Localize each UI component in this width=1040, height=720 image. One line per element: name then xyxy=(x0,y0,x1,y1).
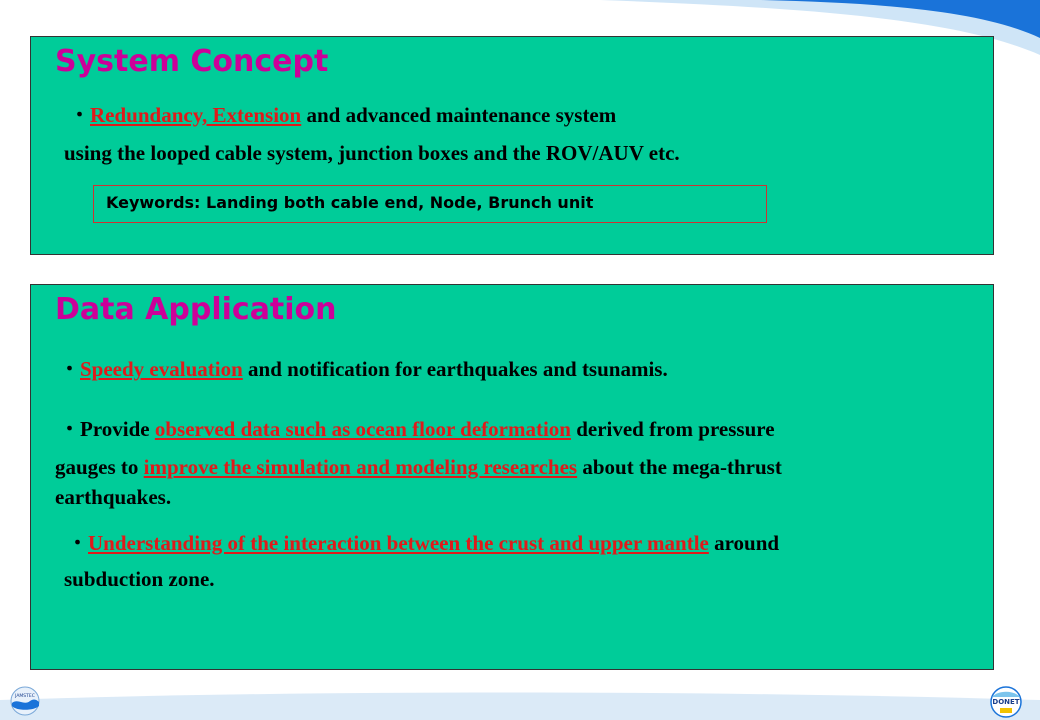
system-concept-title: System Concept xyxy=(55,44,329,79)
data-application-title: Data Application xyxy=(55,292,337,327)
understanding-interaction-highlight: Understanding of the interaction between the crust and upper mantle xyxy=(88,531,709,555)
data-application-bullet-2-line-3: earthquakes. xyxy=(55,485,172,509)
jamstec-logo xyxy=(8,686,42,716)
donet-logo xyxy=(988,686,1024,718)
data-application-bullet-3-line-2: subduction zone. xyxy=(64,567,215,591)
data-application-panel xyxy=(30,284,994,670)
keywords-box: Keywords: Landing both cable end, Node, Brunch unit xyxy=(93,185,767,223)
system-concept-bullet-1: ・Redundancy, Extension and advanced maintenance system xyxy=(69,103,617,127)
data-application-bullet-2: ・Provide observed data such as ocean floor deformation derived from pressure xyxy=(59,417,775,441)
observed-data-highlight: observed data such as ocean floor deformation xyxy=(154,417,571,441)
redundancy-highlight: Redundancy, Extension xyxy=(90,103,302,127)
jamstec-logo-text: JAMSTEC xyxy=(15,694,35,699)
improve-simulation-highlight: improve the simulation and modeling researches xyxy=(143,455,578,479)
system-concept-panel xyxy=(30,36,994,255)
speedy-evaluation-highlight: Speedy evaluation xyxy=(80,357,243,381)
data-application-bullet-2-line-2: gauges to improve the simulation and modeling researches about the mega-thrust xyxy=(55,455,782,479)
system-concept-bullet-1-cont: using the looped cable system, junction boxes and the ROV/AUV etc. xyxy=(64,141,680,165)
data-application-bullet-1: ・Speedy evaluation and notification for earthquakes and tsunamis. xyxy=(59,357,668,381)
donet-logo-text: DONET xyxy=(992,698,1020,706)
data-application-bullet-3: ・Understanding of the interaction between the crust and upper mantle around xyxy=(67,531,780,555)
